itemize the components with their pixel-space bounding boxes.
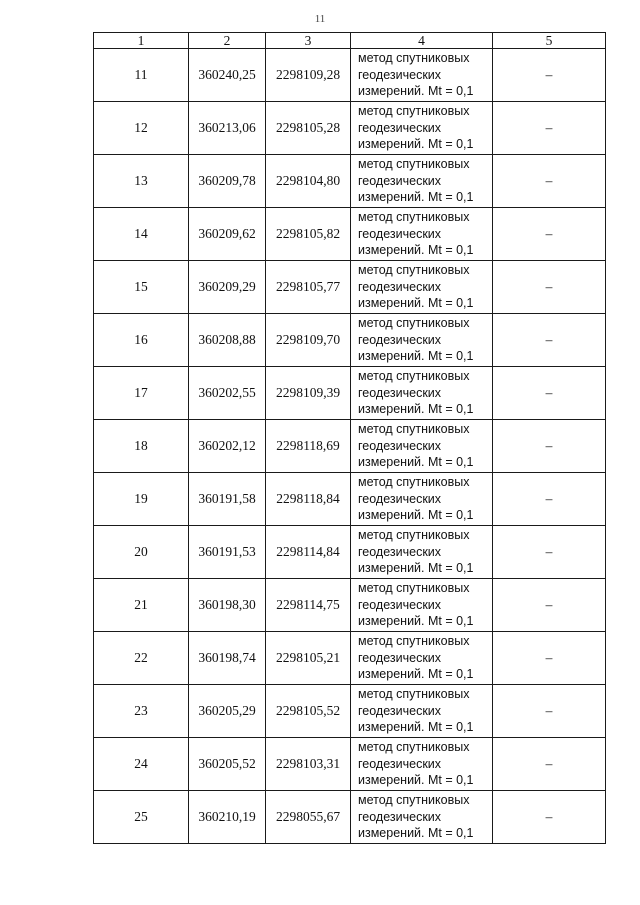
method-line: метод спутниковых	[358, 369, 470, 384]
coordinates-table	[93, 32, 606, 844]
method-line: измерений. Mt = 0,1	[358, 243, 474, 258]
column-5-cell: –	[493, 49, 606, 102]
page-number: 11	[314, 13, 326, 25]
coordinate-x-cell: 360208,88	[189, 314, 266, 367]
method-cell	[351, 579, 493, 632]
point-number-cell: 11	[94, 49, 189, 102]
table-row	[94, 632, 606, 685]
method-cell	[351, 738, 493, 791]
coordinate-y-cell: 2298109,39	[266, 367, 351, 420]
point-number-cell: 17	[94, 367, 189, 420]
column-header-5: 5	[493, 33, 606, 49]
column-5-cell: –	[493, 738, 606, 791]
method-cell	[351, 49, 493, 102]
coordinate-x-cell: 360209,29	[189, 261, 266, 314]
method-line: метод спутниковых	[358, 316, 470, 331]
coordinate-y-cell: 2298105,21	[266, 632, 351, 685]
method-cell	[351, 208, 493, 261]
coordinate-x-cell: 360205,29	[189, 685, 266, 738]
coordinate-y-cell: 2298105,82	[266, 208, 351, 261]
method-cell	[351, 102, 493, 155]
coordinate-y-cell: 2298114,84	[266, 526, 351, 579]
method-line: геодезических	[358, 67, 442, 82]
method-line: измерений. Mt = 0,1	[358, 455, 474, 470]
method-line: измерений. Mt = 0,1	[358, 720, 474, 735]
method-cell	[351, 473, 493, 526]
method-cell	[351, 632, 493, 685]
method-line: геодезических	[358, 438, 442, 453]
column-header-3: 3	[266, 33, 351, 49]
method-line: геодезических	[358, 544, 442, 559]
method-line: измерений. Mt = 0,1	[358, 826, 474, 841]
method-line: метод спутниковых	[358, 263, 470, 278]
method-line: геодезических	[358, 756, 442, 771]
method-line: геодезических	[358, 491, 442, 506]
method-line: геодезических	[358, 120, 442, 135]
method-line: измерений. Mt = 0,1	[358, 349, 474, 364]
point-number-cell: 13	[94, 155, 189, 208]
column-5-cell: –	[493, 632, 606, 685]
coordinate-y-cell: 2298055,67	[266, 791, 351, 844]
coordinate-x-cell: 360209,62	[189, 208, 266, 261]
coordinate-y-cell: 2298105,28	[266, 102, 351, 155]
method-line: измерений. Mt = 0,1	[358, 402, 474, 417]
point-number-cell: 16	[94, 314, 189, 367]
column-5-cell: –	[493, 261, 606, 314]
coordinate-x-cell: 360213,06	[189, 102, 266, 155]
method-line: геодезических	[358, 597, 442, 612]
method-cell	[351, 314, 493, 367]
point-number-cell: 14	[94, 208, 189, 261]
method-line: измерений. Mt = 0,1	[358, 84, 474, 99]
column-5-cell: –	[493, 685, 606, 738]
method-cell	[351, 526, 493, 579]
coordinate-y-cell: 2298105,52	[266, 685, 351, 738]
method-line: метод спутниковых	[358, 793, 470, 808]
table-body	[94, 49, 606, 844]
column-5-cell: –	[493, 208, 606, 261]
table-row	[94, 791, 606, 844]
table-row	[94, 685, 606, 738]
method-line: геодезических	[358, 279, 442, 294]
method-line: метод спутниковых	[358, 581, 470, 596]
table-row	[94, 102, 606, 155]
column-header-4: 4	[351, 33, 493, 49]
column-5-cell: –	[493, 473, 606, 526]
method-line: метод спутниковых	[358, 740, 470, 755]
method-line: геодезических	[358, 226, 442, 241]
table-row	[94, 314, 606, 367]
method-line: метод спутниковых	[358, 687, 470, 702]
table-header	[94, 33, 606, 49]
method-line: геодезических	[358, 809, 442, 824]
table-row	[94, 473, 606, 526]
method-cell	[351, 367, 493, 420]
method-cell	[351, 685, 493, 738]
column-5-cell: –	[493, 791, 606, 844]
method-line: метод спутниковых	[358, 422, 470, 437]
column-header-2: 2	[189, 33, 266, 49]
coordinate-y-cell: 2298118,69	[266, 420, 351, 473]
coordinate-y-cell: 2298114,75	[266, 579, 351, 632]
coordinate-y-cell: 2298109,28	[266, 49, 351, 102]
method-cell	[351, 420, 493, 473]
method-line: геодезических	[358, 650, 442, 665]
coordinate-x-cell: 360240,25	[189, 49, 266, 102]
method-line: метод спутниковых	[358, 528, 470, 543]
method-cell	[351, 791, 493, 844]
method-line: измерений. Mt = 0,1	[358, 667, 474, 682]
method-line: измерений. Mt = 0,1	[358, 137, 474, 152]
method-line: измерений. Mt = 0,1	[358, 508, 474, 523]
method-line: метод спутниковых	[358, 157, 470, 172]
method-line: измерений. Mt = 0,1	[358, 773, 474, 788]
table-row	[94, 49, 606, 102]
coordinate-x-cell: 360205,52	[189, 738, 266, 791]
coordinate-x-cell: 360198,30	[189, 579, 266, 632]
coordinate-y-cell: 2298103,31	[266, 738, 351, 791]
column-5-cell: –	[493, 102, 606, 155]
method-line: измерений. Mt = 0,1	[358, 296, 474, 311]
method-line: измерений. Mt = 0,1	[358, 561, 474, 576]
point-number-cell: 23	[94, 685, 189, 738]
coordinate-y-cell: 2298109,70	[266, 314, 351, 367]
column-5-cell: –	[493, 314, 606, 367]
coordinate-x-cell: 360210,19	[189, 791, 266, 844]
point-number-cell: 15	[94, 261, 189, 314]
method-line: геодезических	[358, 385, 442, 400]
table-row	[94, 526, 606, 579]
table-row	[94, 367, 606, 420]
table-row	[94, 420, 606, 473]
point-number-cell: 20	[94, 526, 189, 579]
point-number-cell: 22	[94, 632, 189, 685]
coordinate-x-cell: 360191,53	[189, 526, 266, 579]
method-cell	[351, 261, 493, 314]
coordinate-x-cell: 360202,55	[189, 367, 266, 420]
method-line: метод спутниковых	[358, 634, 470, 649]
coordinate-x-cell: 360202,12	[189, 420, 266, 473]
point-number-cell: 21	[94, 579, 189, 632]
point-number-cell: 18	[94, 420, 189, 473]
coordinate-y-cell: 2298118,84	[266, 473, 351, 526]
method-line: метод спутниковых	[358, 51, 470, 66]
method-line: метод спутниковых	[358, 104, 470, 119]
table-row	[94, 208, 606, 261]
point-number-cell: 25	[94, 791, 189, 844]
table-row	[94, 738, 606, 791]
method-cell	[351, 155, 493, 208]
table-row	[94, 261, 606, 314]
coordinate-x-cell: 360209,78	[189, 155, 266, 208]
point-number-cell: 12	[94, 102, 189, 155]
method-line: метод спутниковых	[358, 210, 470, 225]
point-number-cell: 19	[94, 473, 189, 526]
column-header-1: 1	[94, 33, 189, 49]
coordinate-x-cell: 360198,74	[189, 632, 266, 685]
column-5-cell: –	[493, 367, 606, 420]
coordinate-y-cell: 2298104,80	[266, 155, 351, 208]
coordinate-x-cell: 360191,58	[189, 473, 266, 526]
point-number-cell: 24	[94, 738, 189, 791]
column-5-cell: –	[493, 526, 606, 579]
coordinate-y-cell: 2298105,77	[266, 261, 351, 314]
method-line: геодезических	[358, 332, 442, 347]
method-line: геодезических	[358, 173, 442, 188]
table-row	[94, 155, 606, 208]
method-line: метод спутниковых	[358, 475, 470, 490]
method-line: геодезических	[358, 703, 442, 718]
table-row	[94, 579, 606, 632]
method-line: измерений. Mt = 0,1	[358, 190, 474, 205]
column-5-cell: –	[493, 155, 606, 208]
method-line: измерений. Mt = 0,1	[358, 614, 474, 629]
column-5-cell: –	[493, 420, 606, 473]
header-row	[94, 33, 606, 49]
column-5-cell: –	[493, 579, 606, 632]
